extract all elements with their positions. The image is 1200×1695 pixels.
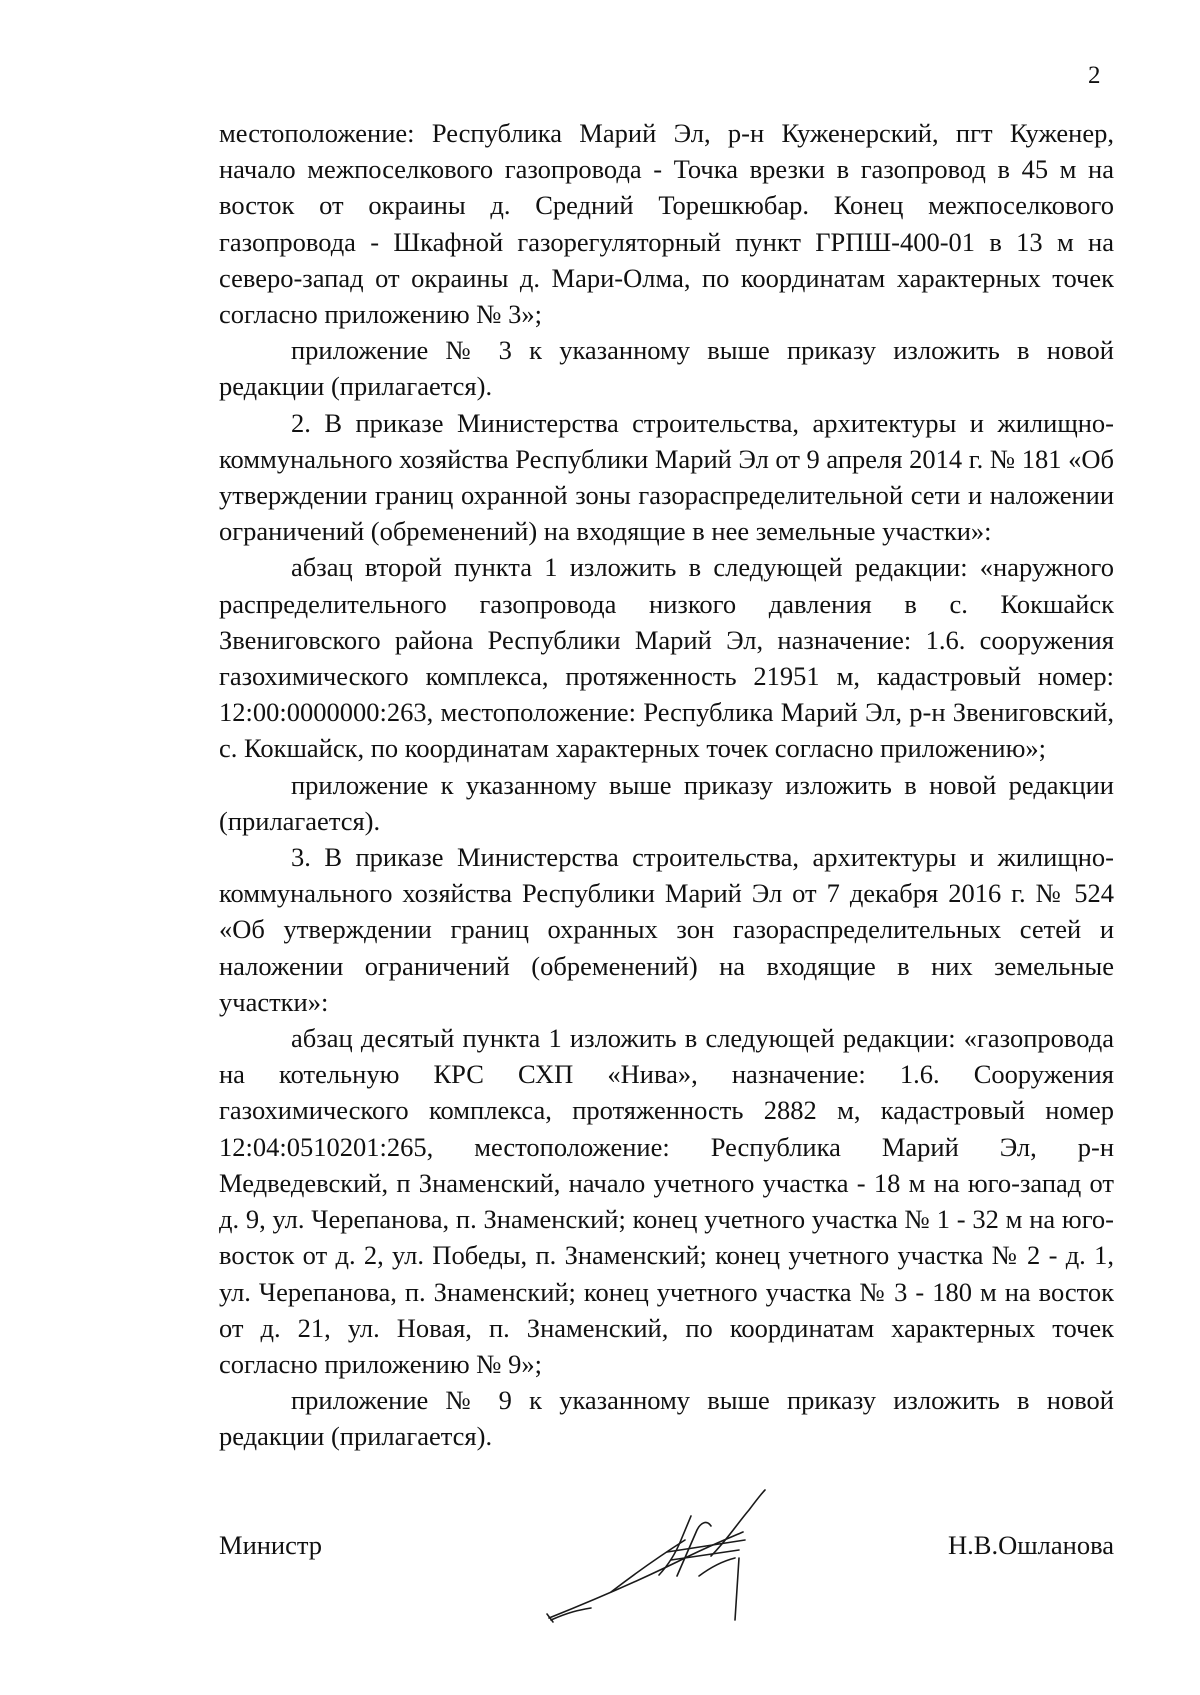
paragraph: 3. В приказе Министерства строительства, архитектуры и жилищно-коммунального хозяйства Республики Марий Эл от 7 декабря 2016 г. № 524 «Об утверждении границ охранных зон газораспределительных сетей и наложении ограничений (обременений) на входящие в них земельные участки»: (219, 842, 1114, 1017)
paragraph: абзац второй пункта 1 изложить в следующей редакции: «наружного распределительного газопровода низкого давления в с. Кокшайск Звениговского района Республики Марий Эл, назначение: 1.6. сооружения газохимического комплекса, протяженность 21951 м, кадастровый номер: 12:00:0000000:263, местоположение: Республика Марий Эл, р-н Звениговский, с. Кокшайск, по координатам характерных точек согласно приложению»; (219, 552, 1114, 764)
paragraph: приложение № 9 к указанному выше приказу изложить в новой редакции (прилагается). (219, 1385, 1114, 1452)
signature-block (219, 1520, 1114, 1640)
handwritten-signature-icon (539, 1480, 799, 1630)
page-number: 2 (1088, 62, 1101, 89)
paragraph: 2. В приказе Министерства строительства, архитектуры и жилищно-коммунального хозяйства Республики Марий Эл от 9 апреля 2014 г. № 181 «Об утверждении границ охранной зоны газораспределительной сети и наложении ограничений (обременений) на входящие в нее земельные участки»: (219, 407, 1114, 547)
signatory-name: Н.В.Ошланова (948, 1530, 1114, 1560)
paragraph: местоположение: Республика Марий Эл, р-н Куженерский, пгт Куженер, начало межпоселкового газопровода - Точка врезки в газопровод в 45 м на восток от окраины д. Средний Торешкюбар. Конец межпоселкового газопровода - Шкафной газорегуляторный пункт ГРПШ-400-01 в 13 м на северо-запад от окраины д. Мари-Олма, по координатам характерных точек согласно приложению № 3»; (219, 118, 1114, 330)
signatory-title: Министр (219, 1530, 323, 1560)
document-body (219, 115, 1114, 1455)
paragraph: абзац десятый пункта 1 изложить в следующей редакции: «газопровода на котельную КРС СХП «Нива», назначение: 1.6. Сооружения газохимического комплекса, протяженность 2882 м, кадастровый номер 12:04:0510201:265, местоположение: Республика Марий Эл, р-н Медведевский, п Знаменский, начало учетного участка - 18 м на юго-запад от д. 9, ул. Черепанова, п. Знаменский; конец учетного участка № 1 - 32 м на юго-восток от д. 2, ул. Победы, п. Знаменский; конец учетного участка № 2 - д. 1, ул. Черепанова, п. Знаменский; конец учетного участка № 3 - 180 м на восток от д. 21, ул. Новая, п. Знаменский, по координатам характерных точек согласно приложению № 9»; (219, 1023, 1114, 1379)
paragraph: приложение № 3 к указанному выше приказу изложить в новой редакции (прилагается). (219, 335, 1114, 402)
paragraph: приложение к указанному выше приказу изложить в новой редакции (прилагается). (219, 769, 1114, 836)
